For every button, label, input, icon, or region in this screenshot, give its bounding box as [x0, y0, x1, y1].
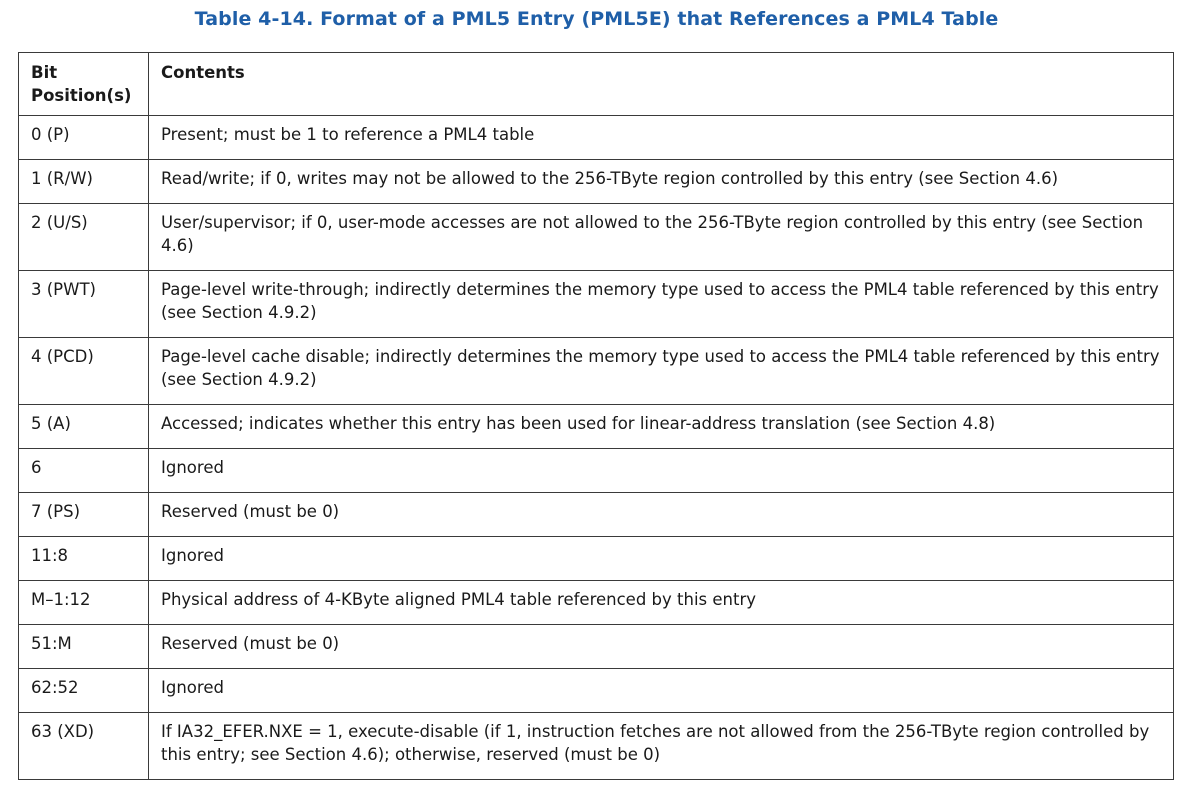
pml5-entry-format-table — [18, 52, 1174, 780]
header-bit-line1: Bit — [31, 63, 58, 82]
table-header-row — [19, 53, 1174, 116]
contents-cell: Ignored — [149, 449, 1174, 493]
table-row — [19, 116, 1174, 160]
bit-cell: 4 (PCD) — [19, 338, 149, 405]
contents-cell: Ignored — [149, 537, 1174, 581]
table-row — [19, 204, 1174, 271]
table-row — [19, 537, 1174, 581]
table-row — [19, 405, 1174, 449]
table-row — [19, 669, 1174, 713]
contents-cell: Page-level cache disable; indirectly determines the memory type used to access the PML4 table referenced by this entry (see Section 4.9.2) — [149, 338, 1174, 405]
contents-cell: Page-level write-through; indirectly determines the memory type used to access the PML4 table referenced by this entry (see Section 4.9.2) — [149, 271, 1174, 338]
contents-cell: Read/write; if 0, writes may not be allowed to the 256-TByte region controlled by this entry (see Section 4.6) — [149, 160, 1174, 204]
contents-cell: If IA32_EFER.NXE = 1, execute-disable (if 1, instruction fetches are not allowed from the 256-TByte region controlled by this entry; see Section 4.6); otherwise, reserved (must be 0) — [149, 713, 1174, 780]
bit-cell: 2 (U/S) — [19, 204, 149, 271]
header-contents: Contents — [149, 53, 1174, 116]
table-row — [19, 449, 1174, 493]
header-bit-position — [19, 53, 149, 116]
bit-cell: 62:52 — [19, 669, 149, 713]
contents-cell: Reserved (must be 0) — [149, 625, 1174, 669]
table-row — [19, 625, 1174, 669]
contents-cell: Ignored — [149, 669, 1174, 713]
table-row — [19, 160, 1174, 204]
bit-cell: 3 (PWT) — [19, 271, 149, 338]
contents-cell: User/supervisor; if 0, user-mode accesses are not allowed to the 256-TByte region controlled by this entry (see Section 4.6) — [149, 204, 1174, 271]
bit-cell: 5 (A) — [19, 405, 149, 449]
header-bit-line2: Position(s) — [31, 86, 132, 105]
contents-cell: Reserved (must be 0) — [149, 493, 1174, 537]
bit-cell: 63 (XD) — [19, 713, 149, 780]
bit-cell: 0 (P) — [19, 116, 149, 160]
bit-cell: 7 (PS) — [19, 493, 149, 537]
contents-cell: Present; must be 1 to reference a PML4 table — [149, 116, 1174, 160]
table-row — [19, 493, 1174, 537]
table-row — [19, 713, 1174, 780]
contents-cell: Accessed; indicates whether this entry has been used for linear-address translation (see Section 4.8) — [149, 405, 1174, 449]
contents-cell: Physical address of 4-KByte aligned PML4 table referenced by this entry — [149, 581, 1174, 625]
table-row — [19, 581, 1174, 625]
bit-cell: 11:8 — [19, 537, 149, 581]
table-row — [19, 271, 1174, 338]
table-row — [19, 338, 1174, 405]
bit-cell: 1 (R/W) — [19, 160, 149, 204]
table-caption: Table 4-14. Format of a PML5 Entry (PML5E) that References a PML4 Table — [194, 8, 999, 30]
bit-cell: 51:M — [19, 625, 149, 669]
bit-cell: M–1:12 — [19, 581, 149, 625]
bit-cell: 6 — [19, 449, 149, 493]
